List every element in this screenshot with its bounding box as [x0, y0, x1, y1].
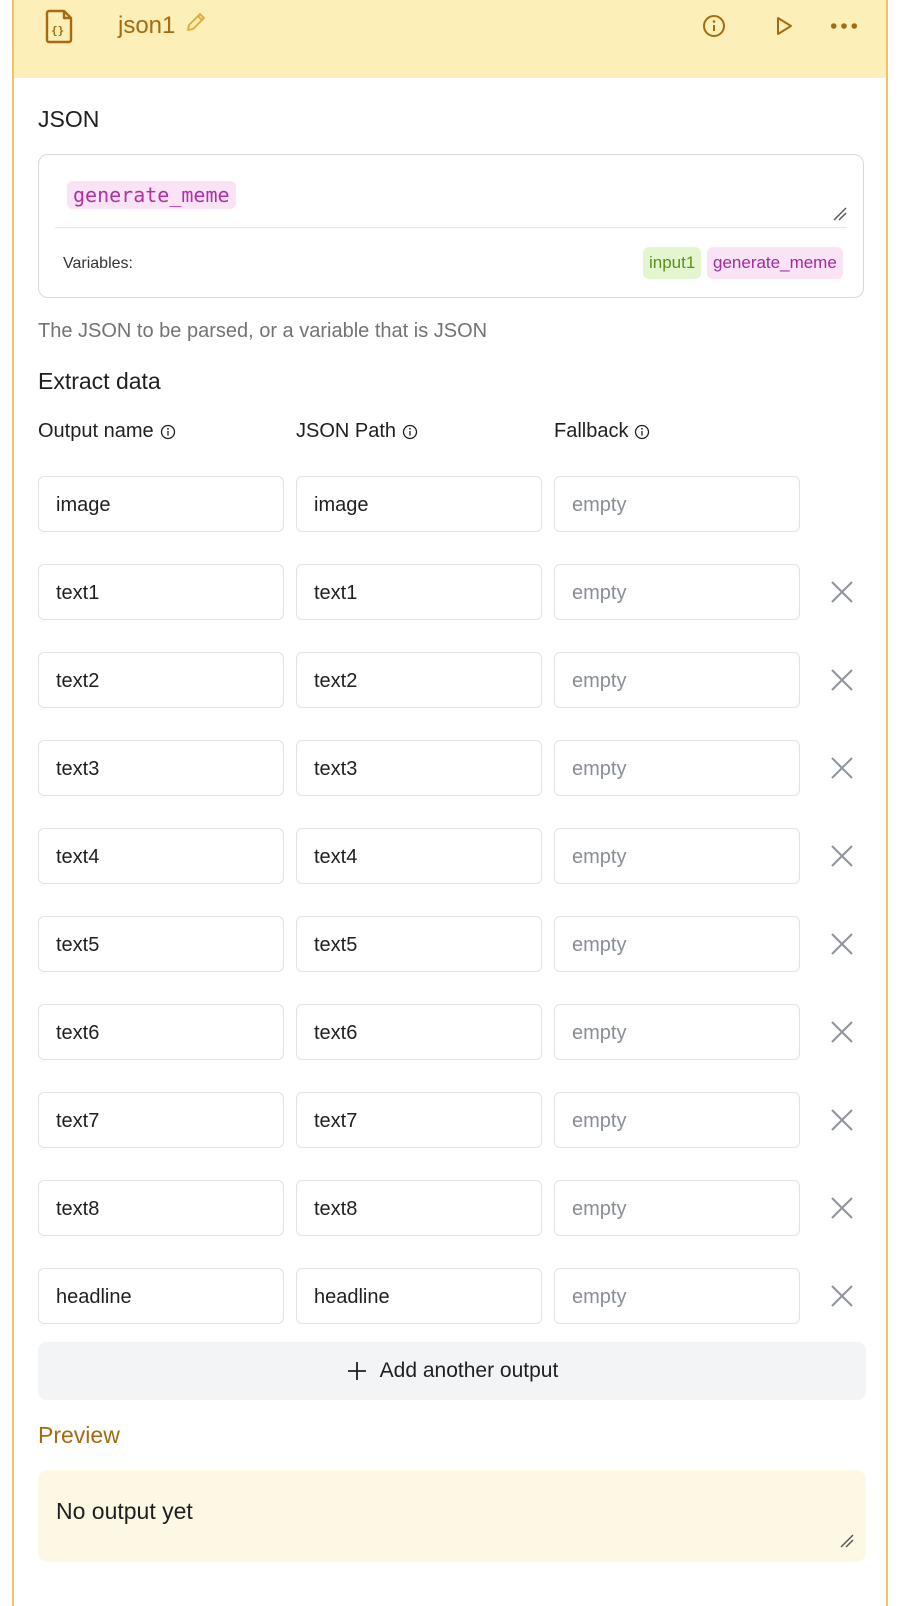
json-path-input[interactable]: text3: [296, 740, 542, 796]
column-header-label: Fallback: [554, 420, 629, 442]
json-path-input[interactable]: image: [296, 476, 542, 532]
json-value-variable[interactable]: generate_meme: [67, 181, 236, 209]
info-icon: [702, 14, 726, 38]
pencil-icon[interactable]: [184, 10, 208, 34]
resize-handle-icon[interactable]: [840, 1534, 854, 1548]
plus-icon: [346, 1360, 368, 1382]
column-header-fallback: [554, 420, 650, 443]
node-header: [14, 0, 886, 78]
variables-label: Variables:: [63, 255, 133, 272]
info-icon[interactable]: [160, 424, 176, 440]
fallback-input[interactable]: empty: [554, 916, 800, 972]
play-icon: [773, 15, 795, 37]
delete-row-icon[interactable]: [830, 1284, 854, 1308]
fallback-input[interactable]: empty: [554, 740, 800, 796]
json-section-label: JSON: [38, 106, 100, 132]
delete-row-icon[interactable]: [830, 1196, 854, 1220]
output-name-input[interactable]: text1: [38, 564, 284, 620]
variable-chip-input1[interactable]: input1: [643, 247, 701, 279]
json-node-card: [12, 0, 888, 1606]
output-name-input[interactable]: text5: [38, 916, 284, 972]
info-icon[interactable]: [634, 424, 650, 440]
column-header-json-path: [296, 420, 418, 443]
fallback-input[interactable]: empty: [554, 828, 800, 884]
fallback-input[interactable]: empty: [554, 1180, 800, 1236]
output-name-input[interactable]: headline: [38, 1268, 284, 1324]
output-name-input[interactable]: image: [38, 476, 284, 532]
fallback-input[interactable]: empty: [554, 1092, 800, 1148]
delete-row-icon[interactable]: [830, 668, 854, 692]
info-icon[interactable]: [402, 424, 418, 440]
output-name-input[interactable]: text7: [38, 1092, 284, 1148]
json-helper-text: The JSON to be parsed, or a variable that is JSON: [38, 320, 488, 342]
add-output-button[interactable]: [38, 1342, 866, 1400]
column-header-label: Output name: [38, 420, 154, 442]
json-path-input[interactable]: text2: [296, 652, 542, 708]
add-output-label: Add another output: [379, 1359, 559, 1382]
json-path-input[interactable]: text6: [296, 1004, 542, 1060]
delete-row-icon[interactable]: [830, 580, 854, 604]
more-dots-icon: [830, 21, 858, 31]
info-button[interactable]: [700, 12, 728, 40]
delete-row-icon[interactable]: [830, 1108, 854, 1132]
output-name-input[interactable]: text3: [38, 740, 284, 796]
column-header-output-name: [38, 420, 176, 443]
json-path-input[interactable]: text1: [296, 564, 542, 620]
json-path-input[interactable]: text4: [296, 828, 542, 884]
delete-row-icon[interactable]: [830, 1020, 854, 1044]
more-button[interactable]: [830, 12, 858, 40]
json-path-input[interactable]: text8: [296, 1180, 542, 1236]
fallback-input[interactable]: empty: [554, 1268, 800, 1324]
output-name-input[interactable]: text8: [38, 1180, 284, 1236]
extract-data-label: Extract data: [38, 368, 161, 394]
preview-output-box[interactable]: [38, 1470, 866, 1562]
fallback-input[interactable]: empty: [554, 652, 800, 708]
output-name-input[interactable]: text2: [38, 652, 284, 708]
json-path-input[interactable]: headline: [296, 1268, 542, 1324]
variable-chip-generate-meme[interactable]: generate_meme: [707, 247, 843, 279]
node-title: json1: [118, 12, 176, 39]
run-button[interactable]: [770, 12, 798, 40]
fallback-input[interactable]: empty: [554, 564, 800, 620]
output-name-input[interactable]: text6: [38, 1004, 284, 1060]
json-input-box[interactable]: [38, 154, 864, 298]
preview-text: No output yet: [56, 1498, 193, 1524]
json-path-input[interactable]: text5: [296, 916, 542, 972]
svg-text:{}: {}: [51, 24, 65, 37]
output-name-input[interactable]: text4: [38, 828, 284, 884]
delete-row-icon[interactable]: [830, 844, 854, 868]
resize-handle-icon[interactable]: [833, 207, 847, 221]
delete-row-icon[interactable]: [830, 756, 854, 780]
preview-label: Preview: [38, 1422, 120, 1448]
json-path-input[interactable]: text7: [296, 1092, 542, 1148]
column-header-label: JSON Path: [296, 420, 397, 442]
fallback-input[interactable]: empty: [554, 476, 800, 532]
json-file-icon: [44, 8, 76, 44]
fallback-input[interactable]: empty: [554, 1004, 800, 1060]
json-box-divider: [55, 227, 847, 228]
delete-row-icon[interactable]: [830, 932, 854, 956]
